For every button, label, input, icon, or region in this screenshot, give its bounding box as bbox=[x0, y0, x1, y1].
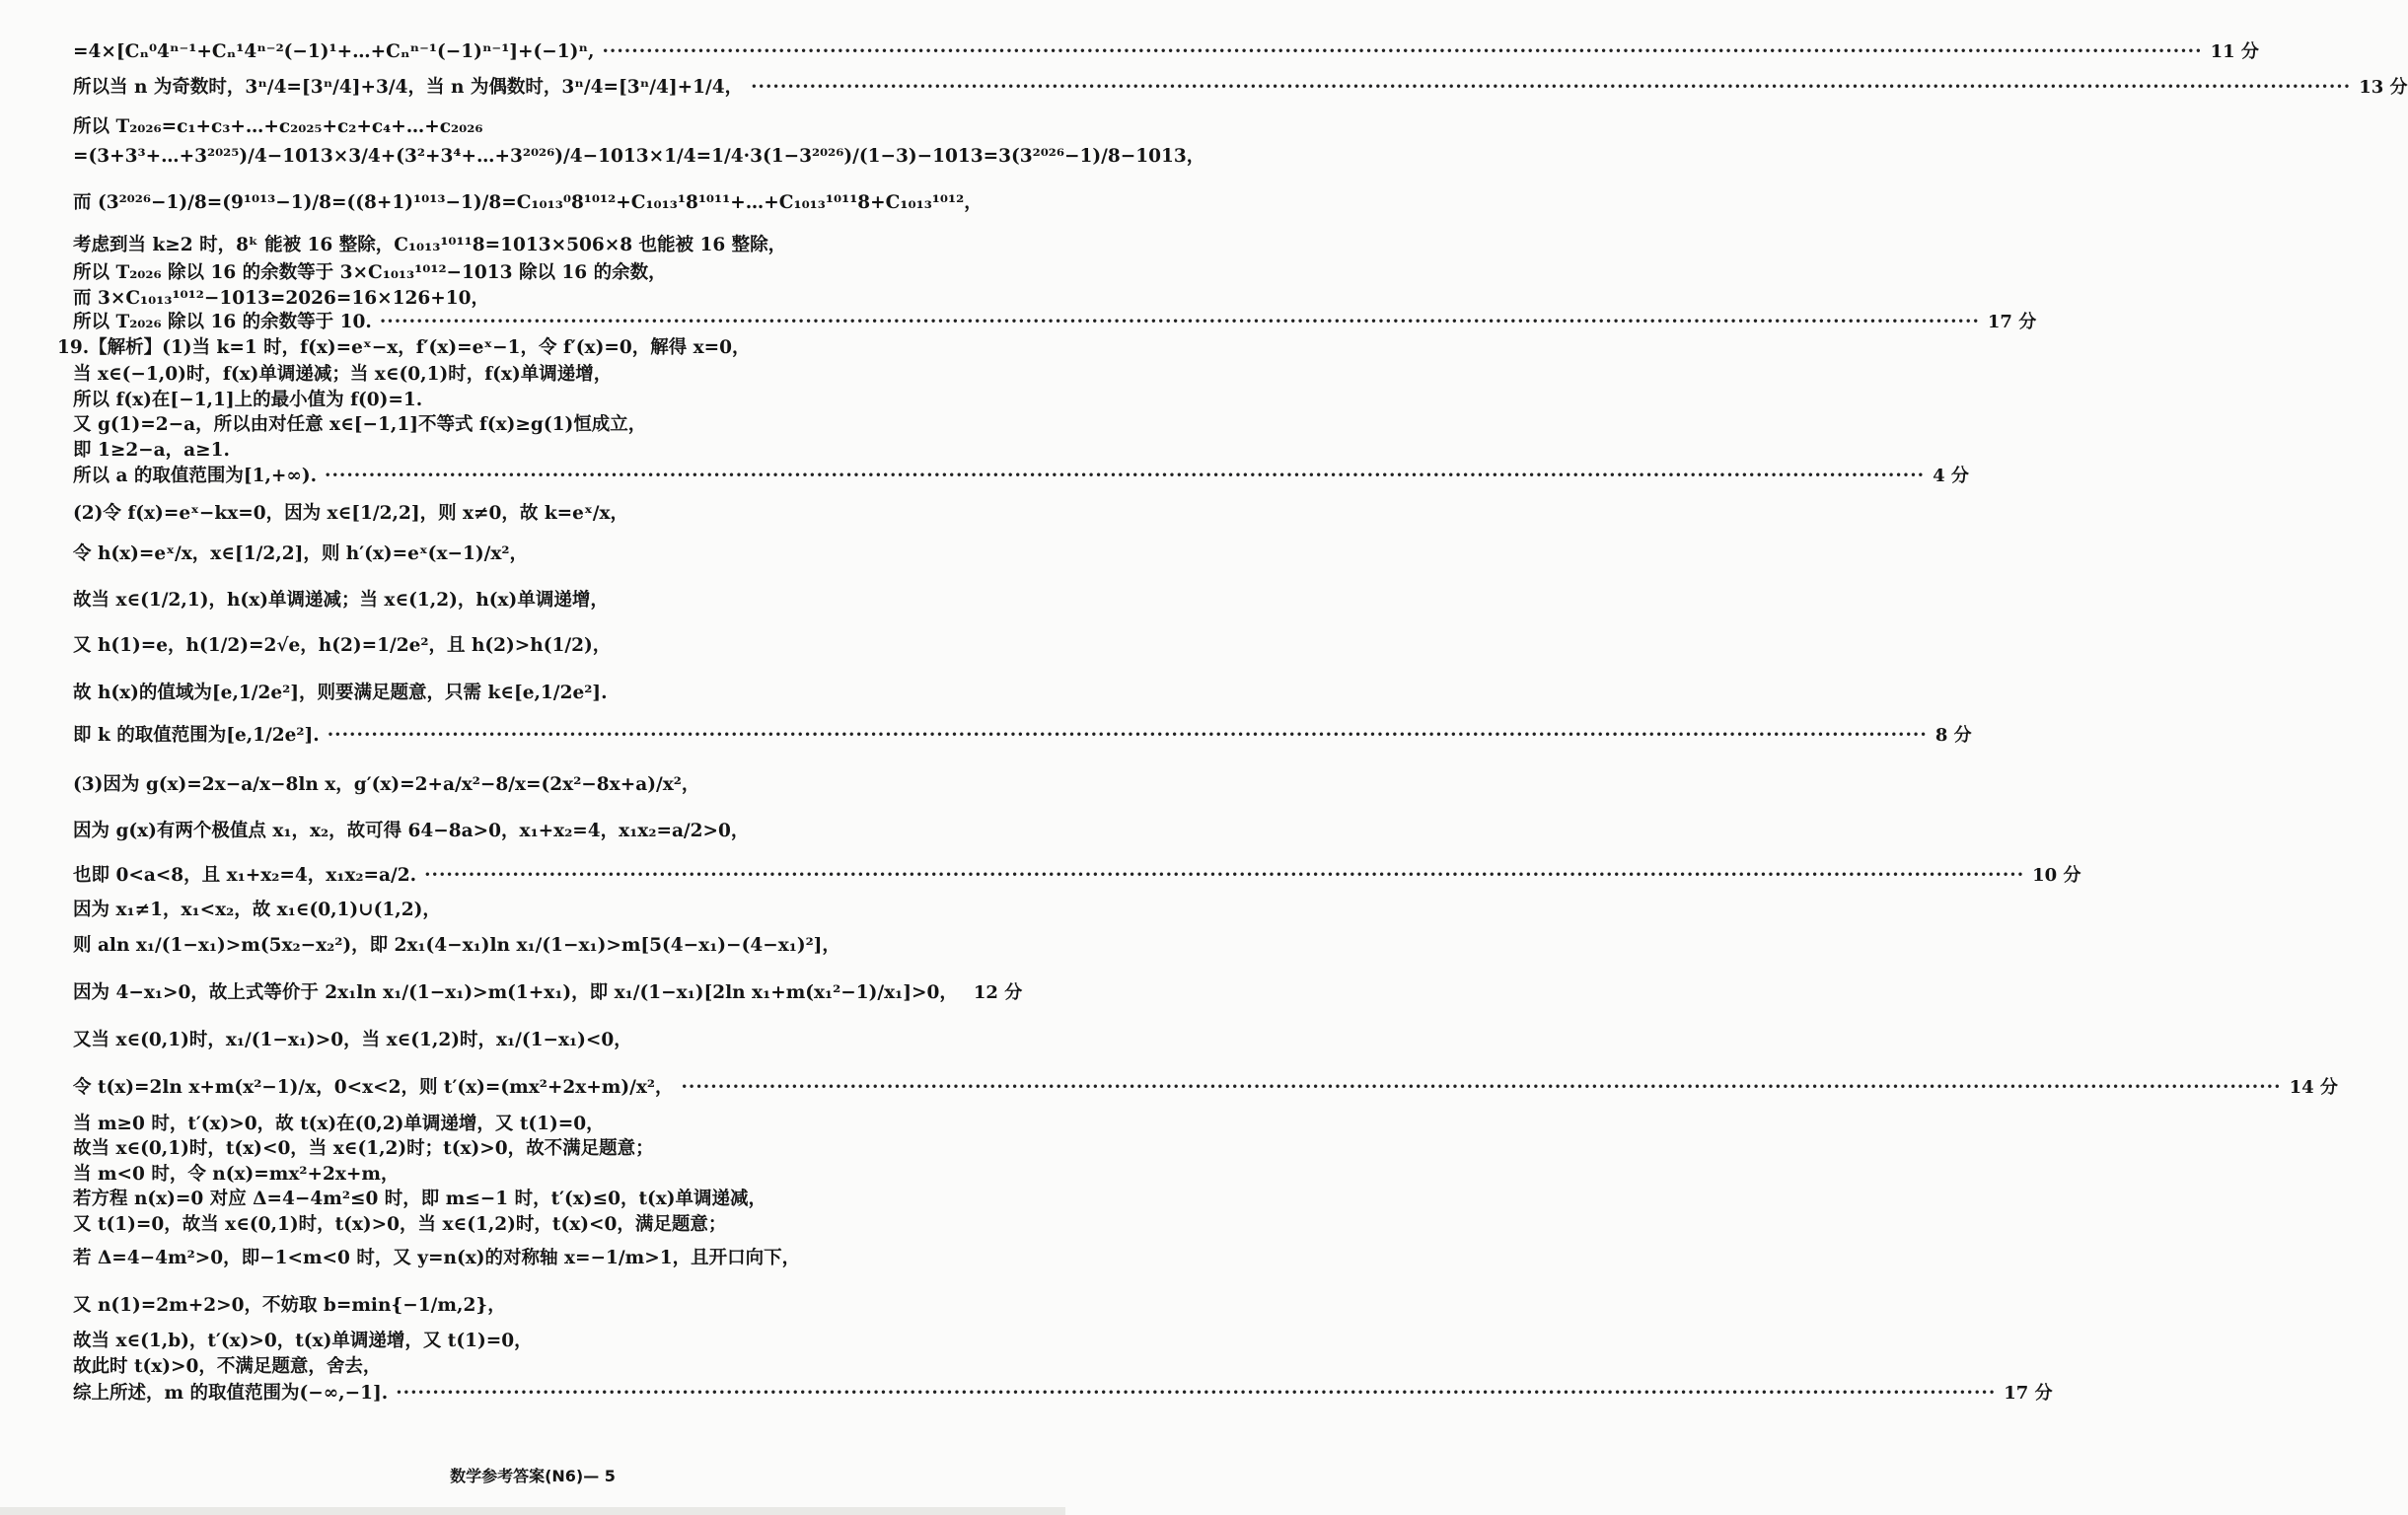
line-text: 则 aln x₁/(1−x₁)>m(5x₂−x₂²)，即 2x₁(4−x₁)ln x₁/(1−x₁)>m[5(4−x₁)−(4−x₁)²]， bbox=[73, 935, 840, 956]
score-mark: 4 分 bbox=[1933, 466, 1969, 486]
solution-line bbox=[73, 264, 1018, 283]
line-text: =4×[Cₙ⁰4ⁿ⁻¹+Cₙ¹4ⁿ⁻²(−1)¹+…+Cₙⁿ⁻¹(−1)ⁿ⁻¹]+(−1)ⁿ, bbox=[73, 41, 595, 62]
solution-line bbox=[73, 982, 1023, 1003]
solution-line bbox=[73, 1140, 1018, 1159]
dotted-leader bbox=[602, 43, 2202, 62]
solution-line bbox=[73, 1077, 2338, 1098]
line-text: 所以当 n 为奇数时，3ⁿ/4=[3ⁿ/4]+3/4，当 n 为偶数时，3ⁿ/4=[3ⁿ/4]+1/4， bbox=[73, 77, 744, 98]
solution-line bbox=[73, 725, 1972, 746]
line-text: 所以 f(x)在[−1,1]上的最小值为 f(0)=1. bbox=[73, 390, 423, 410]
line-text: 所以 T₂₀₂₆ 除以 16 的余数等于 3×C₁₀₁₃¹⁰¹²−1013 除以 16 的余数， bbox=[73, 262, 667, 283]
solution-line bbox=[73, 592, 1018, 611]
dotted-leader bbox=[681, 1079, 2281, 1098]
score-mark: 14 分 bbox=[2289, 1077, 2338, 1098]
line-text: 当 m≥0 时，t′(x)>0，故 t(x)在(0,2)单调递增，又 t(1)=0， bbox=[73, 1114, 605, 1134]
line-text: 而 (3²⁰²⁶−1)/8=(9¹⁰¹³−1)/8=((8+1)¹⁰¹³−1)/8=C₁₀₁₃⁰8¹⁰¹²+C₁₀₁₃¹8¹⁰¹¹+…+C₁₀₁₃¹⁰¹¹8+C₁₀₁₃¹⁰¹²， bbox=[73, 192, 983, 213]
solution-line bbox=[73, 237, 1018, 255]
solution-line bbox=[73, 1250, 1018, 1268]
line-text: 也即 0<a<8，且 x₁+x₂=4，x₁x₂=a/2. bbox=[73, 865, 417, 886]
solution-line bbox=[73, 118, 1018, 137]
line-text: 又 g(1)=2−a，所以由对任意 x∈[−1,1]不等式 f(x)≥g(1)恒成立， bbox=[73, 414, 647, 435]
solution-line bbox=[73, 1333, 1018, 1351]
solution-line bbox=[73, 392, 1018, 410]
solution-line bbox=[73, 312, 2037, 332]
solution-line bbox=[73, 466, 1969, 486]
score-mark: 12 分 bbox=[973, 982, 1023, 1003]
solution-line bbox=[73, 1383, 2053, 1404]
solution-line bbox=[73, 1358, 1018, 1377]
solution-line bbox=[73, 505, 1018, 524]
line-text: 19.【解析】(1)当 k=1 时，f(x)=eˣ−x，f′(x)=eˣ−1，令 f′(x)=0，解得 x=0， bbox=[57, 337, 751, 358]
solution-line bbox=[73, 1032, 1018, 1050]
line-text: 综上所述，m 的取值范围为(−∞,−1]. bbox=[73, 1383, 389, 1404]
line-text: 因为 x₁≠1，x₁<x₂，故 x₁∈(0,1)∪(1,2)， bbox=[73, 900, 441, 920]
solution-line bbox=[73, 1297, 1018, 1316]
line-text: 因为 g(x)有两个极值点 x₁，x₂，故可得 64−8a>0，x₁+x₂=4，x₁x₂=a/2>0， bbox=[73, 821, 750, 841]
line-text: 若 Δ=4−4m²>0，即−1<m<0 时，又 y=n(x)的对称轴 x=−1/m>1，且开口向下， bbox=[73, 1248, 801, 1268]
solution-line bbox=[73, 290, 1018, 309]
line-text: 即 k 的取值范围为[e,1/2e²]. bbox=[73, 725, 320, 746]
line-text: 所以 T₂₀₂₆=c₁+c₃+…+c₂₀₂₅+c₂+c₄+…+c₂₀₂₆ bbox=[73, 116, 483, 137]
line-text: 所以 a 的取值范围为[1,+∞). bbox=[73, 466, 318, 486]
solution-line bbox=[73, 146, 1205, 167]
page-bottom-edge bbox=[0, 1507, 1065, 1515]
dotted-leader bbox=[380, 314, 1980, 332]
line-text: 又当 x∈(0,1)时，x₁/(1−x₁)>0，当 x∈(1,2)时，x₁/(1−x₁)<0， bbox=[73, 1030, 632, 1050]
dotted-leader bbox=[396, 1385, 1996, 1404]
solution-line bbox=[73, 1216, 1018, 1235]
line-text: 考虑到当 k≥2 时，8ᵏ 能被 16 整除，C₁₀₁₃¹⁰¹¹8=1013×506×8 也能被 16 整除， bbox=[73, 235, 787, 255]
solution-line bbox=[73, 1190, 1018, 1209]
solution-line bbox=[73, 637, 1018, 656]
score-mark: 13 分 bbox=[2359, 77, 2408, 98]
line-text: 令 t(x)=2ln x+m(x²−1)/x，0<x<2，则 t′(x)=(mx²+2x+m)/x²， bbox=[73, 1077, 674, 1098]
line-text: 所以 T₂₀₂₆ 除以 16 的余数等于 10. bbox=[73, 312, 372, 332]
line-text: 又 h(1)=e，h(1/2)=2√e，h(2)=1/2e²，且 h(2)>h(1/2)， bbox=[73, 635, 612, 656]
line-text: 故当 x∈(1,b)，t′(x)>0，t(x)单调递增，又 t(1)=0， bbox=[73, 1331, 533, 1351]
solution-line bbox=[57, 339, 1018, 358]
score-mark: 17 分 bbox=[2004, 1383, 2053, 1404]
dotted-leader bbox=[328, 727, 1928, 746]
score-mark: 11 分 bbox=[2210, 41, 2259, 62]
line-text: 而 3×C₁₀₁₃¹⁰¹²−1013=2026=16×126+10， bbox=[73, 288, 489, 309]
solution-line bbox=[73, 902, 1018, 920]
solution-line bbox=[73, 1116, 1018, 1134]
line-text: 令 h(x)=eˣ/x，x∈[1/2,2]，则 h′(x)=eˣ(x−1)/x²， bbox=[73, 543, 528, 564]
solution-line bbox=[73, 545, 1018, 564]
line-text: 当 m<0 时，令 n(x)=mx²+2x+m， bbox=[73, 1164, 400, 1185]
solution-line bbox=[73, 194, 1018, 213]
solution-line bbox=[73, 41, 2259, 62]
line-text: 故当 x∈(1/2,1)，h(x)单调递减；当 x∈(1,2)，h(x)单调递增， bbox=[73, 590, 609, 611]
solution-line bbox=[73, 776, 1018, 795]
line-text: 因为 4−x₁>0，故上式等价于 2x₁ln x₁/(1−x₁)>m(1+x₁)，即 x₁/(1−x₁)[2ln x₁+m(x₁²−1)/x₁]>0， bbox=[73, 982, 958, 1003]
solution-line bbox=[73, 1166, 1018, 1185]
solution-line bbox=[73, 685, 1018, 703]
solution-line bbox=[73, 366, 1018, 385]
line-text: 故此时 t(x)>0，不满足题意，舍去， bbox=[73, 1356, 382, 1377]
page-footer: 数学参考答案(N6)— 5 bbox=[450, 1467, 616, 1485]
solution-line bbox=[73, 442, 1018, 461]
score-mark: 10 分 bbox=[2032, 865, 2081, 886]
solution-line bbox=[73, 937, 1018, 956]
line-text: (2)令 f(x)=eˣ−kx=0，因为 x∈[1/2,2]，则 x≠0，故 k=eˣ/x， bbox=[73, 503, 629, 524]
solution-line bbox=[73, 823, 1018, 841]
solution-line bbox=[73, 77, 2408, 98]
dotted-leader bbox=[424, 867, 2024, 886]
line-text: 若方程 n(x)=0 对应 Δ=4−4m²≤0 时，即 m≤−1 时，t′(x)≤0，t(x)单调递减， bbox=[73, 1189, 767, 1209]
dotted-leader bbox=[751, 79, 2351, 98]
line-text: 故 h(x)的值域为[e,1/2e²]，则要满足题意，只需 k∈[e,1/2e²]. bbox=[73, 683, 608, 703]
line-text: 又 n(1)=2m+2>0，不妨取 b=min{−1/m,2}， bbox=[73, 1295, 506, 1316]
line-text: 即 1≥2−a，a≥1. bbox=[73, 440, 230, 461]
line-text: 又 t(1)=0，故当 x∈(0,1)时，t(x)>0，当 x∈(1,2)时，t(x)<0，满足题意； bbox=[73, 1214, 727, 1235]
line-text: (3)因为 g(x)=2x−a/x−8ln x，g′(x)=2+a/x²−8/x=(2x²−8x+a)/x²， bbox=[73, 774, 700, 795]
score-mark: 8 分 bbox=[1934, 725, 1972, 746]
line-text: 故当 x∈(0,1)时，t(x)<0，当 x∈(1,2)时；t(x)>0，故不满足题意； bbox=[73, 1138, 654, 1159]
line-text: =(3+3³+…+3²⁰²⁵)/4−1013×3/4+(3²+3⁴+…+3²⁰²⁶)/4−1013×1/4=1/4·3(1−3²⁰²⁶)/(1−3)−1013=3(3²⁰²⁶−1)/8−1013， bbox=[73, 146, 1205, 167]
solution-line bbox=[73, 416, 1018, 435]
dotted-leader bbox=[325, 468, 1925, 486]
score-mark: 17 分 bbox=[1987, 312, 2037, 332]
line-text: 当 x∈(−1,0)时，f(x)单调递减；当 x∈(0,1)时，f(x)单调递增， bbox=[73, 364, 613, 385]
solution-line bbox=[73, 865, 2081, 886]
